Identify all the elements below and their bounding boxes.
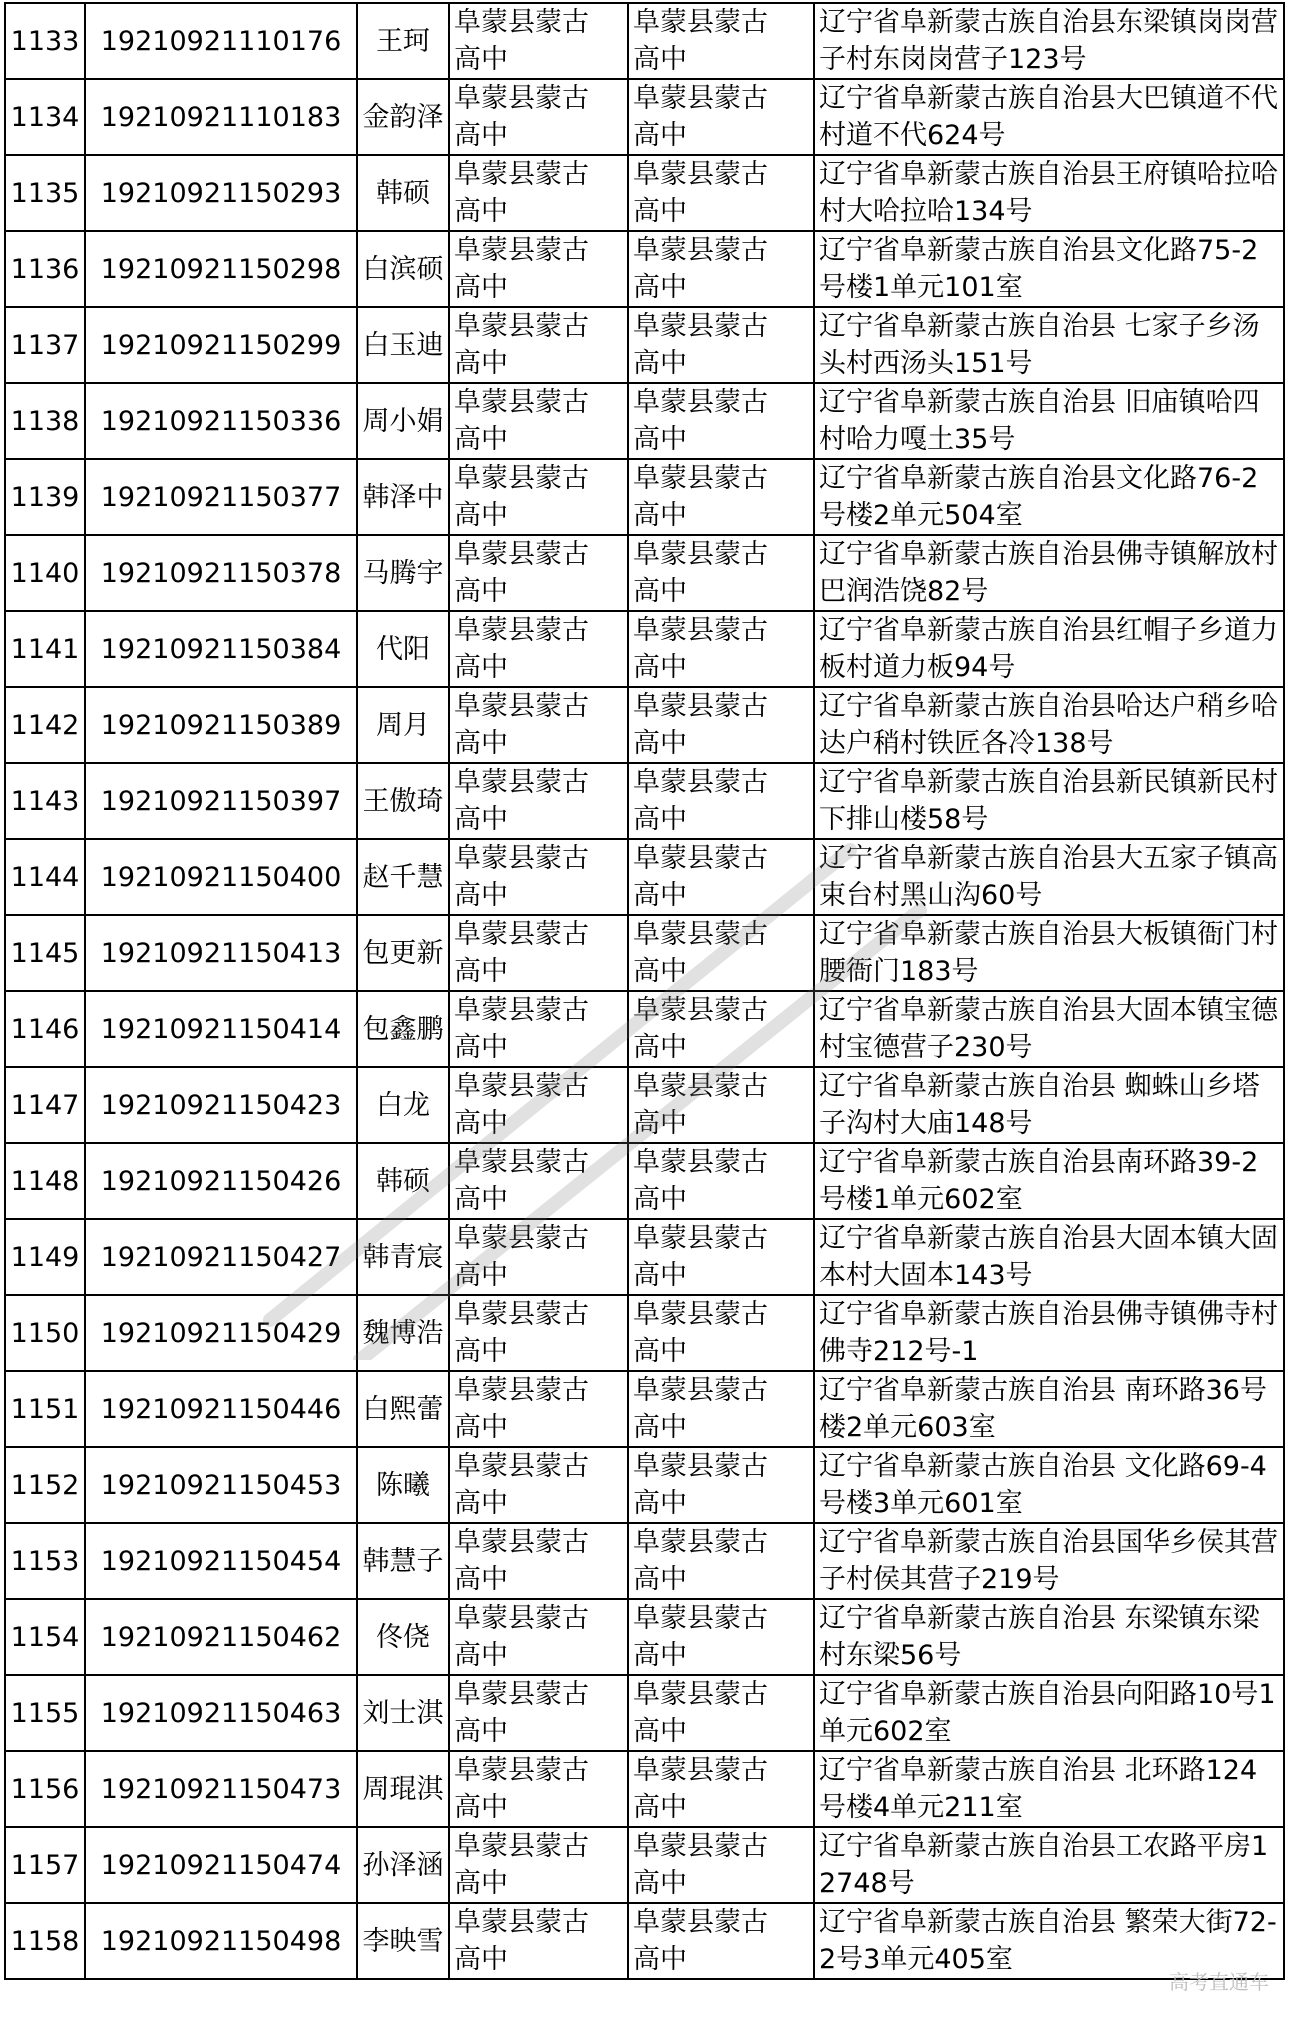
address-cell: 辽宁省阜新蒙古族自治县哈达户稍乡哈达户稍村铁匠各冷138号 (814, 687, 1284, 763)
school2-line: 高中 (633, 1944, 687, 1975)
school-cell-2 (628, 3, 814, 79)
school-line: 高中 (454, 272, 508, 303)
school-cell (449, 459, 628, 535)
school2-line: 高中 (633, 1868, 687, 1899)
address-cell: 辽宁省阜新蒙古族自治县文化路75-2号楼1单元101室 (814, 231, 1284, 307)
table-row (5, 991, 1284, 1067)
student-name-cell: 韩青宸 (357, 1219, 449, 1295)
school-cell-2 (628, 991, 814, 1067)
table-row (5, 1599, 1284, 1675)
school-cell (449, 1371, 628, 1447)
exam-id-cell: 19210921150400 (85, 839, 357, 915)
school-line: 阜蒙县蒙古 (454, 1907, 589, 1938)
address-cell: 辽宁省阜新蒙古族自治县向阳路10号1单元602室 (814, 1675, 1284, 1751)
row-number-cell: 1137 (5, 307, 85, 383)
school2-line: 高中 (633, 196, 687, 227)
school-line: 高中 (454, 500, 508, 531)
student-name-cell: 韩慧子 (357, 1523, 449, 1599)
row-number-cell: 1134 (5, 79, 85, 155)
school-cell (449, 535, 628, 611)
school2-line: 高中 (633, 44, 687, 75)
row-number-cell: 1146 (5, 991, 85, 1067)
address-cell: 辽宁省阜新蒙古族自治县红帽子乡道力板村道力板94号 (814, 611, 1284, 687)
student-name-cell: 王珂 (357, 3, 449, 79)
student-name-cell: 周琨淇 (357, 1751, 449, 1827)
exam-id-cell: 19210921150453 (85, 1447, 357, 1523)
school-cell (449, 687, 628, 763)
student-name-cell: 周小娟 (357, 383, 449, 459)
school-line: 阜蒙县蒙古 (454, 1527, 589, 1558)
row-number-cell: 1135 (5, 155, 85, 231)
address-cell: 辽宁省阜新蒙古族自治县王府镇哈拉哈村大哈拉哈134号 (814, 155, 1284, 231)
table-row (5, 1371, 1284, 1447)
student-name-cell: 白熙蕾 (357, 1371, 449, 1447)
school2-line: 高中 (633, 272, 687, 303)
school-cell (449, 763, 628, 839)
table-row (5, 307, 1284, 383)
row-number-cell: 1150 (5, 1295, 85, 1371)
student-name-cell: 王傲琦 (357, 763, 449, 839)
school-cell-2 (628, 611, 814, 687)
table-row (5, 1751, 1284, 1827)
school2-line: 高中 (633, 1564, 687, 1595)
exam-id-cell: 19210921150384 (85, 611, 357, 687)
school-line: 高中 (454, 652, 508, 683)
address-cell: 辽宁省阜新蒙古族自治县工农路平房12748号 (814, 1827, 1284, 1903)
school-cell (449, 1903, 628, 1979)
table-row (5, 1295, 1284, 1371)
student-name-cell: 周月 (357, 687, 449, 763)
school-cell-2 (628, 1523, 814, 1599)
school-line: 阜蒙县蒙古 (454, 159, 589, 190)
school-line: 高中 (454, 804, 508, 835)
school2-line: 阜蒙县蒙古 (633, 83, 768, 114)
table-row (5, 1827, 1284, 1903)
school-cell-2 (628, 1143, 814, 1219)
student-name-cell: 刘士淇 (357, 1675, 449, 1751)
student-name-cell: 孙泽涵 (357, 1827, 449, 1903)
exam-id-cell: 19210921150377 (85, 459, 357, 535)
school-cell-2 (628, 79, 814, 155)
school2-line: 阜蒙县蒙古 (633, 1603, 768, 1634)
row-number-cell: 1158 (5, 1903, 85, 1979)
row-number-cell: 1149 (5, 1219, 85, 1295)
address-cell: 辽宁省阜新蒙古族自治县文化路76-2号楼2单元504室 (814, 459, 1284, 535)
exam-id-cell: 19210921150397 (85, 763, 357, 839)
student-name-cell: 包鑫鹏 (357, 991, 449, 1067)
school2-line: 阜蒙县蒙古 (633, 7, 768, 38)
school-cell (449, 307, 628, 383)
school-line: 阜蒙县蒙古 (454, 1299, 589, 1330)
address-cell: 辽宁省阜新蒙古族自治县新民镇新民村下排山楼58号 (814, 763, 1284, 839)
school-cell-2 (628, 763, 814, 839)
student-name-cell: 魏博浩 (357, 1295, 449, 1371)
exam-id-cell: 19210921150462 (85, 1599, 357, 1675)
student-name-cell: 韩硕 (357, 155, 449, 231)
school-line: 高中 (454, 1108, 508, 1139)
school-cell-2 (628, 155, 814, 231)
school-line: 阜蒙县蒙古 (454, 1603, 589, 1634)
school-line: 阜蒙县蒙古 (454, 691, 589, 722)
school-cell (449, 1219, 628, 1295)
school-cell-2 (628, 459, 814, 535)
school2-line: 阜蒙县蒙古 (633, 1071, 768, 1102)
school-line: 阜蒙县蒙古 (454, 387, 589, 418)
school-line: 阜蒙县蒙古 (454, 539, 589, 570)
school-line: 高中 (454, 1792, 508, 1823)
table-row (5, 459, 1284, 535)
school-line: 高中 (454, 1640, 508, 1671)
exam-id-cell: 19210921150293 (85, 155, 357, 231)
school-line: 阜蒙县蒙古 (454, 1679, 589, 1710)
exam-id-cell: 19210921150423 (85, 1067, 357, 1143)
school-cell (449, 1295, 628, 1371)
school2-line: 阜蒙县蒙古 (633, 1679, 768, 1710)
table-row (5, 1903, 1284, 1979)
school-cell-2 (628, 1675, 814, 1751)
school-cell-2 (628, 1219, 814, 1295)
school-line: 高中 (454, 424, 508, 455)
school2-line: 高中 (633, 956, 687, 987)
school-line: 高中 (454, 196, 508, 227)
school-cell-2 (628, 1827, 814, 1903)
school-line: 阜蒙县蒙古 (454, 767, 589, 798)
row-number-cell: 1154 (5, 1599, 85, 1675)
row-number-cell: 1139 (5, 459, 85, 535)
school2-line: 高中 (633, 348, 687, 379)
school2-line: 阜蒙县蒙古 (633, 919, 768, 950)
school-line: 阜蒙县蒙古 (454, 7, 589, 38)
address-cell: 辽宁省阜新蒙古族自治县 东梁镇东梁村东梁56号 (814, 1599, 1284, 1675)
school2-line: 阜蒙县蒙古 (633, 311, 768, 342)
address-cell: 辽宁省阜新蒙古族自治县 旧庙镇哈四村哈力嘎土35号 (814, 383, 1284, 459)
exam-id-cell: 19210921150446 (85, 1371, 357, 1447)
student-name-cell: 韩泽中 (357, 459, 449, 535)
school-line: 阜蒙县蒙古 (454, 843, 589, 874)
row-number-cell: 1141 (5, 611, 85, 687)
table-row (5, 79, 1284, 155)
address-cell: 辽宁省阜新蒙古族自治县大固本镇大固本村大固本143号 (814, 1219, 1284, 1295)
school-line: 高中 (454, 1260, 508, 1291)
exam-id-cell: 19210921150429 (85, 1295, 357, 1371)
school2-line: 高中 (633, 576, 687, 607)
school-line: 高中 (454, 1564, 508, 1595)
row-number-cell: 1157 (5, 1827, 85, 1903)
school2-line: 阜蒙县蒙古 (633, 463, 768, 494)
exam-id-cell: 19210921110183 (85, 79, 357, 155)
school-cell (449, 231, 628, 307)
school-cell (449, 1143, 628, 1219)
exam-id-cell: 19210921150414 (85, 991, 357, 1067)
school-cell-2 (628, 383, 814, 459)
school-cell (449, 1675, 628, 1751)
school-line: 阜蒙县蒙古 (454, 1375, 589, 1406)
school-line: 高中 (454, 956, 508, 987)
student-name-cell: 韩硕 (357, 1143, 449, 1219)
address-cell: 辽宁省阜新蒙古族自治县 北环路124号楼4单元211室 (814, 1751, 1284, 1827)
school2-line: 高中 (633, 1108, 687, 1139)
student-name-cell: 马腾宇 (357, 535, 449, 611)
school2-line: 阜蒙县蒙古 (633, 1375, 768, 1406)
school-line: 高中 (454, 120, 508, 151)
student-name-cell: 白滨硕 (357, 231, 449, 307)
address-cell: 辽宁省阜新蒙古族自治县大巴镇道不代村道不代624号 (814, 79, 1284, 155)
school-line: 高中 (454, 44, 508, 75)
table-row (5, 611, 1284, 687)
student-name-cell: 金韵泽 (357, 79, 449, 155)
table-body (5, 3, 1284, 1979)
school-cell-2 (628, 1903, 814, 1979)
school2-line: 高中 (633, 1640, 687, 1671)
school-line: 阜蒙县蒙古 (454, 1451, 589, 1482)
table-row (5, 915, 1284, 991)
exam-id-cell: 19210921150427 (85, 1219, 357, 1295)
school-cell (449, 1827, 628, 1903)
school-cell-2 (628, 231, 814, 307)
school2-line: 阜蒙县蒙古 (633, 615, 768, 646)
student-name-cell: 白玉迪 (357, 307, 449, 383)
school2-line: 阜蒙县蒙古 (633, 1755, 768, 1786)
row-number-cell: 1144 (5, 839, 85, 915)
exam-id-cell: 19210921150426 (85, 1143, 357, 1219)
school2-line: 高中 (633, 120, 687, 151)
school-cell (449, 383, 628, 459)
address-cell: 辽宁省阜新蒙古族自治县 七家子乡汤头村西汤头151号 (814, 307, 1284, 383)
school-cell (449, 3, 628, 79)
school2-line: 高中 (633, 500, 687, 531)
school-line: 阜蒙县蒙古 (454, 235, 589, 266)
school2-line: 阜蒙县蒙古 (633, 1299, 768, 1330)
school2-line: 高中 (633, 804, 687, 835)
school2-line: 阜蒙县蒙古 (633, 1451, 768, 1482)
school2-line: 阜蒙县蒙古 (633, 1907, 768, 1938)
address-cell: 辽宁省阜新蒙古族自治县 繁荣大街72-2号3单元405室 (814, 1903, 1284, 1979)
address-cell: 辽宁省阜新蒙古族自治县大五家子镇高束台村黑山沟60号 (814, 839, 1284, 915)
school2-line: 高中 (633, 1716, 687, 1747)
school-cell (449, 155, 628, 231)
row-number-cell: 1151 (5, 1371, 85, 1447)
school2-line: 阜蒙县蒙古 (633, 843, 768, 874)
row-number-cell: 1148 (5, 1143, 85, 1219)
school-cell (449, 1067, 628, 1143)
row-number-cell: 1145 (5, 915, 85, 991)
table-row (5, 155, 1284, 231)
table-row (5, 3, 1284, 79)
row-number-cell: 1140 (5, 535, 85, 611)
school-cell-2 (628, 1371, 814, 1447)
exam-id-cell: 19210921110176 (85, 3, 357, 79)
exam-id-cell: 19210921150298 (85, 231, 357, 307)
school-line: 高中 (454, 348, 508, 379)
student-list-table (4, 2, 1285, 1980)
row-number-cell: 1155 (5, 1675, 85, 1751)
address-cell: 辽宁省阜新蒙古族自治县国华乡侯其营子村侯其营子219号 (814, 1523, 1284, 1599)
school-cell-2 (628, 535, 814, 611)
address-cell: 辽宁省阜新蒙古族自治县大板镇衙门村腰衙门183号 (814, 915, 1284, 991)
student-name-cell: 陈曦 (357, 1447, 449, 1523)
table-row (5, 383, 1284, 459)
school-cell-2 (628, 687, 814, 763)
table-row (5, 763, 1284, 839)
school-line: 高中 (454, 1412, 508, 1443)
school-line: 高中 (454, 1716, 508, 1747)
exam-id-cell: 19210921150473 (85, 1751, 357, 1827)
exam-id-cell: 19210921150454 (85, 1523, 357, 1599)
school2-line: 高中 (633, 1184, 687, 1215)
table-row (5, 1143, 1284, 1219)
school-cell (449, 1447, 628, 1523)
table-row (5, 535, 1284, 611)
student-name-cell: 代阳 (357, 611, 449, 687)
school2-line: 阜蒙县蒙古 (633, 1527, 768, 1558)
school-line: 高中 (454, 728, 508, 759)
brand-watermark: 高考直通车 (1169, 1970, 1269, 1994)
student-name-cell: 包更新 (357, 915, 449, 991)
school-cell-2 (628, 1295, 814, 1371)
school2-line: 高中 (633, 1260, 687, 1291)
table-row (5, 839, 1284, 915)
address-cell: 辽宁省阜新蒙古族自治县 文化路69-4号楼3单元601室 (814, 1447, 1284, 1523)
school-line: 高中 (454, 1488, 508, 1519)
school2-line: 阜蒙县蒙古 (633, 1223, 768, 1254)
school-cell (449, 79, 628, 155)
school2-line: 阜蒙县蒙古 (633, 691, 768, 722)
school-line: 阜蒙县蒙古 (454, 1755, 589, 1786)
school-cell (449, 839, 628, 915)
school2-line: 高中 (633, 424, 687, 455)
table-row (5, 1675, 1284, 1751)
exam-id-cell: 19210921150378 (85, 535, 357, 611)
school-cell-2 (628, 1599, 814, 1675)
school-line: 高中 (454, 576, 508, 607)
school-line: 阜蒙县蒙古 (454, 919, 589, 950)
student-name-cell: 李映雪 (357, 1903, 449, 1979)
exam-id-cell: 19210921150413 (85, 915, 357, 991)
school-cell (449, 915, 628, 991)
row-number-cell: 1142 (5, 687, 85, 763)
exam-id-cell: 19210921150474 (85, 1827, 357, 1903)
row-number-cell: 1152 (5, 1447, 85, 1523)
school2-line: 高中 (633, 1032, 687, 1063)
school-cell-2 (628, 915, 814, 991)
student-name-cell: 佟侥 (357, 1599, 449, 1675)
school2-line: 阜蒙县蒙古 (633, 1831, 768, 1862)
address-cell: 辽宁省阜新蒙古族自治县佛寺镇佛寺村佛寺212号-1 (814, 1295, 1284, 1371)
address-cell: 辽宁省阜新蒙古族自治县 南环路36号楼2单元603室 (814, 1371, 1284, 1447)
school-line: 高中 (454, 1032, 508, 1063)
school-line: 阜蒙县蒙古 (454, 1831, 589, 1862)
student-name-cell: 白龙 (357, 1067, 449, 1143)
school-line: 高中 (454, 1336, 508, 1367)
address-cell: 辽宁省阜新蒙古族自治县南环路39-2号楼1单元602室 (814, 1143, 1284, 1219)
school-line: 阜蒙县蒙古 (454, 83, 589, 114)
school-cell-2 (628, 839, 814, 915)
address-cell: 辽宁省阜新蒙古族自治县佛寺镇解放村巴润浩饶82号 (814, 535, 1284, 611)
table-row (5, 1067, 1284, 1143)
school-cell-2 (628, 1447, 814, 1523)
school2-line: 高中 (633, 1488, 687, 1519)
exam-id-cell: 19210921150336 (85, 383, 357, 459)
address-cell: 辽宁省阜新蒙古族自治县 蜘蛛山乡塔子沟村大庙148号 (814, 1067, 1284, 1143)
table-row (5, 687, 1284, 763)
school2-line: 阜蒙县蒙古 (633, 159, 768, 190)
school-line: 高中 (454, 880, 508, 911)
row-number-cell: 1138 (5, 383, 85, 459)
school-cell (449, 611, 628, 687)
table-row (5, 1447, 1284, 1523)
school-line: 高中 (454, 1868, 508, 1899)
school-line: 阜蒙县蒙古 (454, 463, 589, 494)
school2-line: 高中 (633, 728, 687, 759)
school2-line: 阜蒙县蒙古 (633, 235, 768, 266)
school-line: 阜蒙县蒙古 (454, 1147, 589, 1178)
school2-line: 阜蒙县蒙古 (633, 539, 768, 570)
school-cell (449, 1599, 628, 1675)
school2-line: 高中 (633, 1336, 687, 1367)
row-number-cell: 1136 (5, 231, 85, 307)
row-number-cell: 1133 (5, 3, 85, 79)
row-number-cell: 1153 (5, 1523, 85, 1599)
student-name-cell: 赵千慧 (357, 839, 449, 915)
school-line: 阜蒙县蒙古 (454, 615, 589, 646)
school-cell-2 (628, 1751, 814, 1827)
school2-line: 高中 (633, 880, 687, 911)
school-line: 阜蒙县蒙古 (454, 311, 589, 342)
school-line: 阜蒙县蒙古 (454, 1223, 589, 1254)
school-line: 阜蒙县蒙古 (454, 995, 589, 1026)
exam-id-cell: 19210921150463 (85, 1675, 357, 1751)
school-cell (449, 991, 628, 1067)
school2-line: 阜蒙县蒙古 (633, 767, 768, 798)
address-cell: 辽宁省阜新蒙古族自治县大固本镇宝德村宝德营子230号 (814, 991, 1284, 1067)
row-number-cell: 1156 (5, 1751, 85, 1827)
row-number-cell: 1147 (5, 1067, 85, 1143)
exam-id-cell: 19210921150299 (85, 307, 357, 383)
school-line: 阜蒙县蒙古 (454, 1071, 589, 1102)
table-row (5, 1219, 1284, 1295)
school2-line: 高中 (633, 652, 687, 683)
school-cell (449, 1751, 628, 1827)
school-cell-2 (628, 1067, 814, 1143)
exam-id-cell: 19210921150498 (85, 1903, 357, 1979)
school-cell (449, 1523, 628, 1599)
school-cell-2 (628, 307, 814, 383)
address-cell: 辽宁省阜新蒙古族自治县东梁镇岗岗营子村东岗岗营子123号 (814, 3, 1284, 79)
school2-line: 阜蒙县蒙古 (633, 1147, 768, 1178)
table-row (5, 231, 1284, 307)
row-number-cell: 1143 (5, 763, 85, 839)
school-line: 高中 (454, 1184, 508, 1215)
school2-line: 阜蒙县蒙古 (633, 995, 768, 1026)
table-row (5, 1523, 1284, 1599)
school2-line: 高中 (633, 1792, 687, 1823)
school2-line: 阜蒙县蒙古 (633, 387, 768, 418)
school-line: 高中 (454, 1944, 508, 1975)
school2-line: 高中 (633, 1412, 687, 1443)
exam-id-cell: 19210921150389 (85, 687, 357, 763)
